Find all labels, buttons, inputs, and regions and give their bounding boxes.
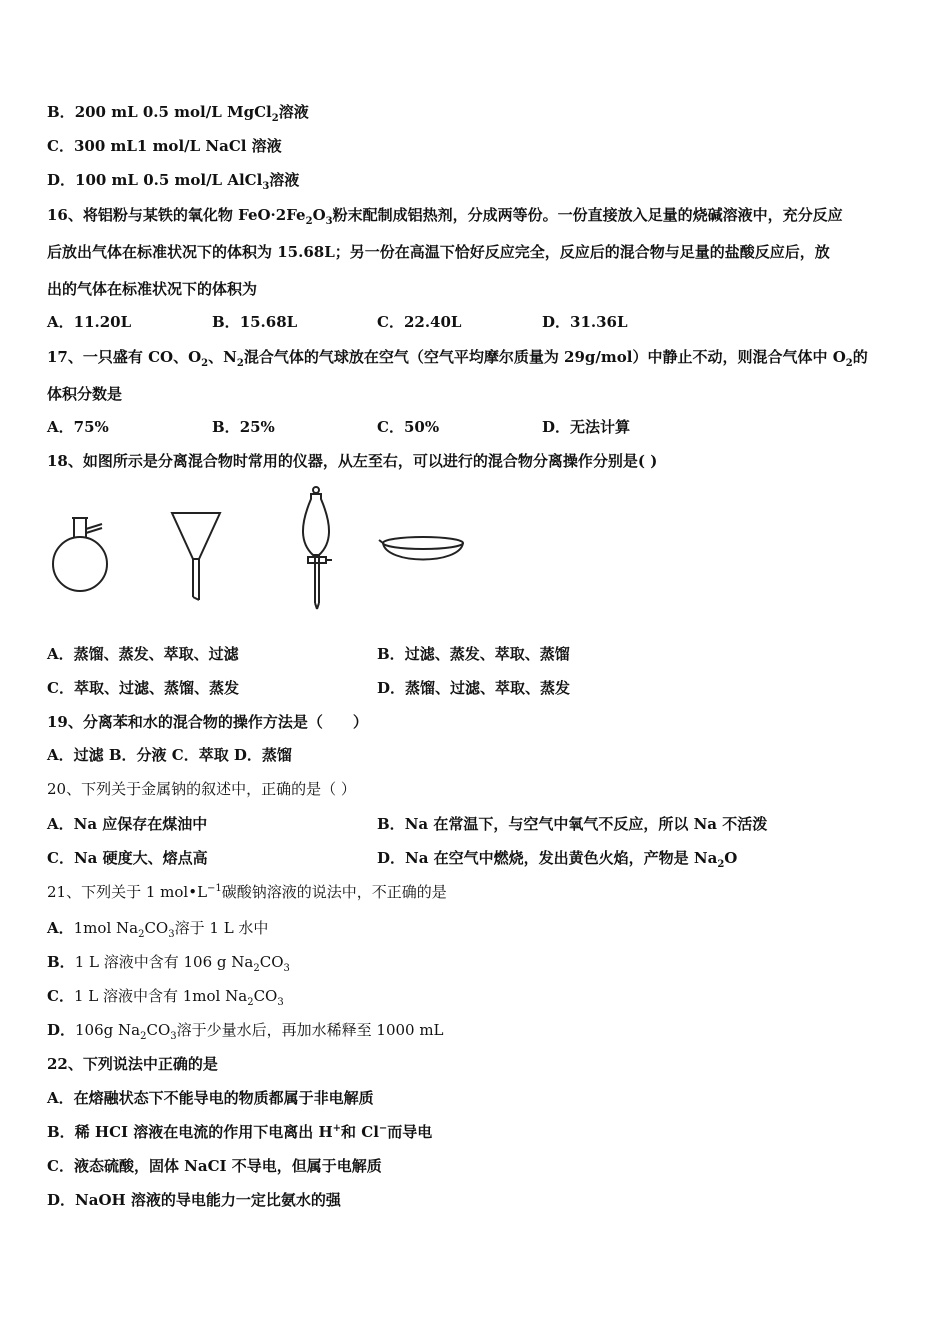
q16-stem-line1: 16、将铝粉与某铁的氧化物 $FeO\cdot 2Fe_2O_3$粉末配制成铝热剂，分成两等份。一份直接放入足量的烧碱溶液中，充分反应 bbox=[47, 206, 843, 227]
q17-option-c: C．50% bbox=[377, 418, 440, 436]
q18-option-c: C．萃取、过滤、蒸馏、蒸发 bbox=[47, 679, 239, 697]
q18-option-d: D．蒸馏、过滤、萃取、蒸发 bbox=[377, 679, 571, 697]
funnel-icon bbox=[172, 513, 220, 600]
q16-option-c: C．22.40L bbox=[377, 313, 462, 331]
q21-option-d: D．106g $Na_2CO_3$溶于少量水后，再加水稀释至 1000 mL bbox=[47, 1021, 444, 1042]
q16-option-d: D．31.36L bbox=[542, 313, 628, 331]
q17-stem-line2: 体积分数是 bbox=[47, 385, 123, 403]
q15-option-b: B．200 mL 0.5 mol/L MgCl$_2$溶液 bbox=[47, 103, 309, 124]
q22-stem: 22、下列说法中正确的是 bbox=[47, 1055, 218, 1073]
q18-option-a: A．蒸馏、蒸发、萃取、过滤 bbox=[47, 645, 239, 663]
q20-stem: 20、下列关于金属钠的叙述中，正确的是（ ） bbox=[47, 780, 356, 798]
q16-stem-line2: 后放出气体在标准状况下的体积为 15.68L；另一份在高温下恰好反应完全，反应后的混合物与足量的盐酸反应后，放 bbox=[47, 243, 830, 261]
q15-option-d: D．100 mL 0.5 mol/L AlCl$_3$溶液 bbox=[47, 171, 300, 192]
q17-stem-line1: 17、一只盛有 CO、$O_2$、$N_2$混合气体的气球放在空气（空气平均摩尔质量为 29g/mol）中静止不动，则混合气体中 $O_2$的 bbox=[47, 348, 868, 369]
q15-option-c: C．300 mL1 mol/L NaCl 溶液 bbox=[47, 137, 282, 155]
q20-option-d: D．Na 在空气中燃烧，发出黄色火焰，产物是 $Na_2O$ bbox=[377, 849, 738, 870]
q22-option-c: C．液态硫酸，固体 NaCI 不导电，但属于电解质 bbox=[47, 1157, 382, 1175]
separatory-funnel-icon bbox=[303, 487, 332, 609]
evaporating-dish-icon bbox=[379, 537, 463, 560]
q18-option-b: B．过滤、蒸发、萃取、蒸馏 bbox=[377, 645, 570, 663]
apparatus-figure bbox=[40, 485, 480, 615]
q21-option-c: C．1 L 溶液中含有 1mol $Na_2CO_3$ bbox=[47, 987, 284, 1008]
q22-option-d: D．NaOH 溶液的导电能力一定比氨水的强 bbox=[47, 1191, 341, 1209]
q19-stem: 19、分离苯和水的混合物的操作方法是（ ） bbox=[47, 713, 368, 731]
q19-options: A．过滤 B．分液 C．萃取 D．蒸馏 bbox=[47, 746, 292, 764]
q21-stem: 21、下列关于 1 $mol•L^{-1}$碳酸钠溶液的说法中，不正确的是 bbox=[47, 883, 447, 901]
q21-option-a: A．1mol $Na_2CO_3$溶于 1 L 水中 bbox=[47, 919, 269, 940]
q18-stem: 18、如图所示是分离混合物时常用的仪器，从左至右，可以进行的混合物分离操作分别是( ) bbox=[47, 452, 658, 470]
distillation-flask-icon bbox=[53, 518, 107, 591]
q21-option-b: B．1 L 溶液中含有 106 g $Na_2CO_3$ bbox=[47, 953, 290, 974]
q17-option-d: D．无法计算 bbox=[542, 418, 631, 436]
q17-option-b: B．25% bbox=[212, 418, 275, 436]
q20-option-b: B．Na 在常温下，与空气中氧气不反应，所以 Na 不活泼 bbox=[377, 815, 768, 833]
q20-option-c: C．Na 硬度大、熔点高 bbox=[47, 849, 208, 867]
q22-option-a: A．在熔融状态下不能导电的物质都属于非电解质 bbox=[47, 1089, 374, 1107]
q17-option-a: A．75% bbox=[47, 418, 109, 436]
q16-option-a: A．11.20L bbox=[47, 313, 132, 331]
q16-stem-line3: 出的气体在标准状况下的体积为 bbox=[47, 280, 258, 298]
q16-option-b: B．15.68L bbox=[212, 313, 298, 331]
q20-option-a: A．Na 应保存在煤油中 bbox=[47, 815, 208, 833]
q22-option-b: B．稀 HCI 溶液在电流的作用下电离出 H+和 Cl−而导电 bbox=[47, 1123, 433, 1141]
